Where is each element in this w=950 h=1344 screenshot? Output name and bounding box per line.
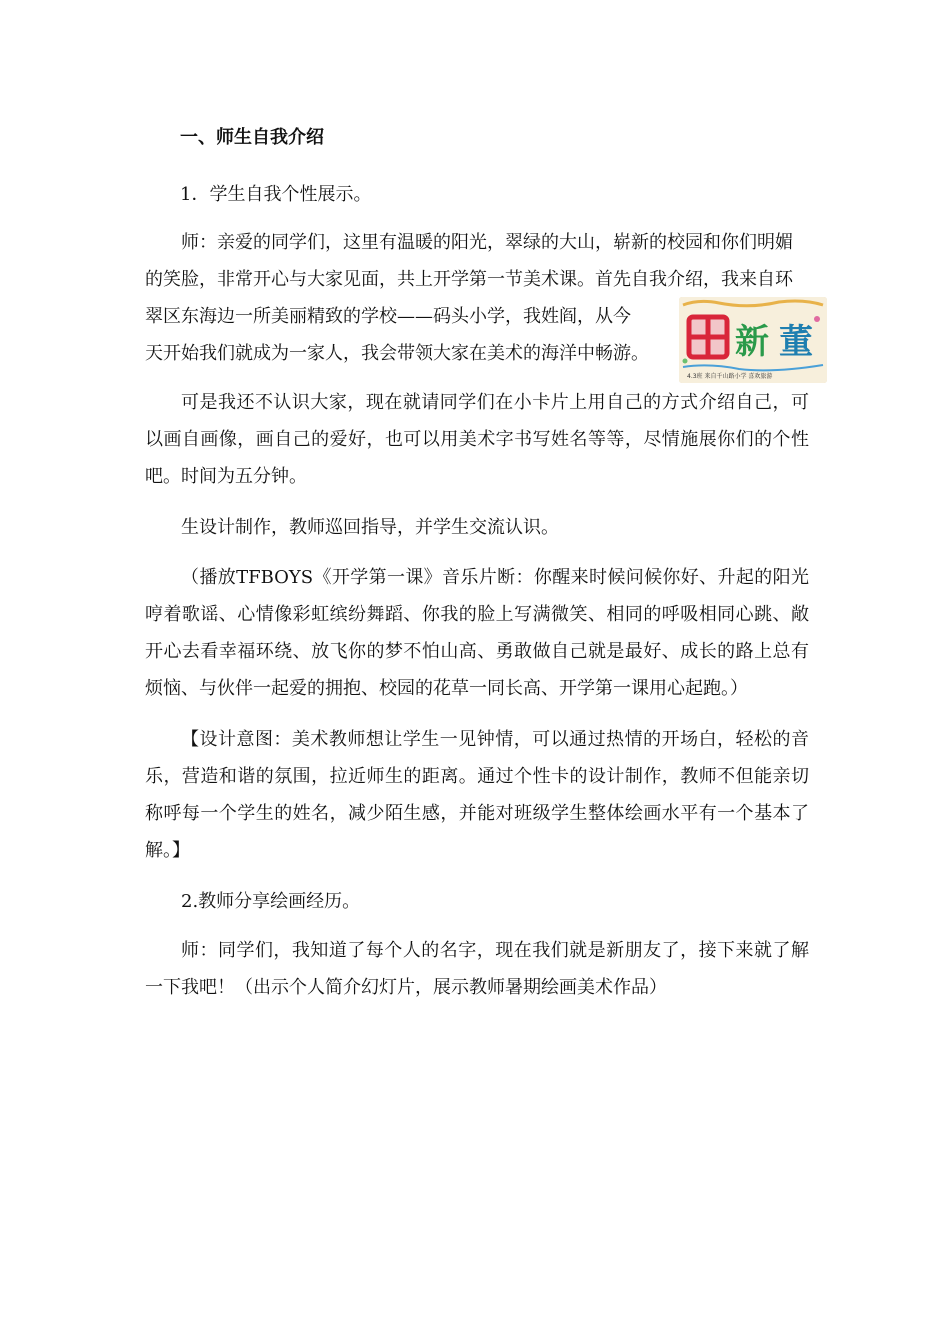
- intro-line-1: 师：亲爱的同学们，这里有温暖的阳光，翠绿的大山，崭新的校园和你们明媚: [181, 232, 793, 253]
- design-intent-paragraph: 【设计意图：美术教师想让学生一见钟情，可以通过热情的开场白，轻松的音乐，营造和谐的氛围，拉近师生的距离。通过个性卡的设计制作，教师不但能亲切称呼每一个学生的姓名，减少陌生感，并能对班级学生整体绘画水平有一个基本了解。】: [145, 729, 809, 861]
- music-note-paragraph: （播放TFBOYS《开学第一课》音乐片断：你醒来时候问候你好、升起的阳光哼着歌谣、心情像彩虹缤纷舞蹈、你我的脸上写满微笑、相同的呼吸相同心跳、敞开心去看幸福环绕、放飞你的梦不怕山高、勇敢做自己就是最好、成长的路上总有烦恼、与伙伴一起爱的拥抱、校园的花草一同长高、开学第一课用心起跑。）: [145, 567, 809, 699]
- card-small-text: 4.3班 来自千山路小学 喜欢旅游: [687, 373, 773, 380]
- share-paragraph: 师：同学们，我知道了每个人的名字，现在我们就是新朋友了，接下来就了解一下我吧！（出示个人简介幻灯片，展示教师暑期绘画美术作品）: [145, 940, 809, 998]
- item-1-title: 1．学生自我个性展示。: [180, 184, 372, 205]
- card-char-2: 新: [735, 322, 769, 362]
- activity-paragraph: 生设计制作，教师巡回指导，并学生交流认识。: [181, 517, 559, 538]
- card-char-3: 董: [779, 322, 813, 362]
- intro-line-4: 天开始我们就成为一家人，我会带领大家在美术的海洋中畅游。: [145, 343, 649, 364]
- name-card-drawing: [679, 297, 827, 383]
- intro-line-3: 翠区东海边一所美丽精致的学校——码头小学，我姓阎，从今: [145, 306, 631, 327]
- card-dot: [814, 316, 820, 322]
- task-paragraph: 可是我还不认识大家，现在就请同学们在小卡片上用自己的方式介绍自己，可以画自画像，画自己的爱好，也可以用美术字书写姓名等等，尽情施展你们的个性吧。时间为五分钟。: [145, 392, 809, 487]
- intro-line-2: 的笑脸，非常开心与大家见面，共上开学第一节美术课。首先自我介绍，我来自环: [145, 269, 793, 290]
- section-heading: 一、师生自我介绍: [180, 127, 324, 148]
- name-card-image: [679, 297, 827, 383]
- card-dot: [683, 359, 688, 364]
- item-2-title: 2.教师分享绘画经历。: [181, 891, 361, 912]
